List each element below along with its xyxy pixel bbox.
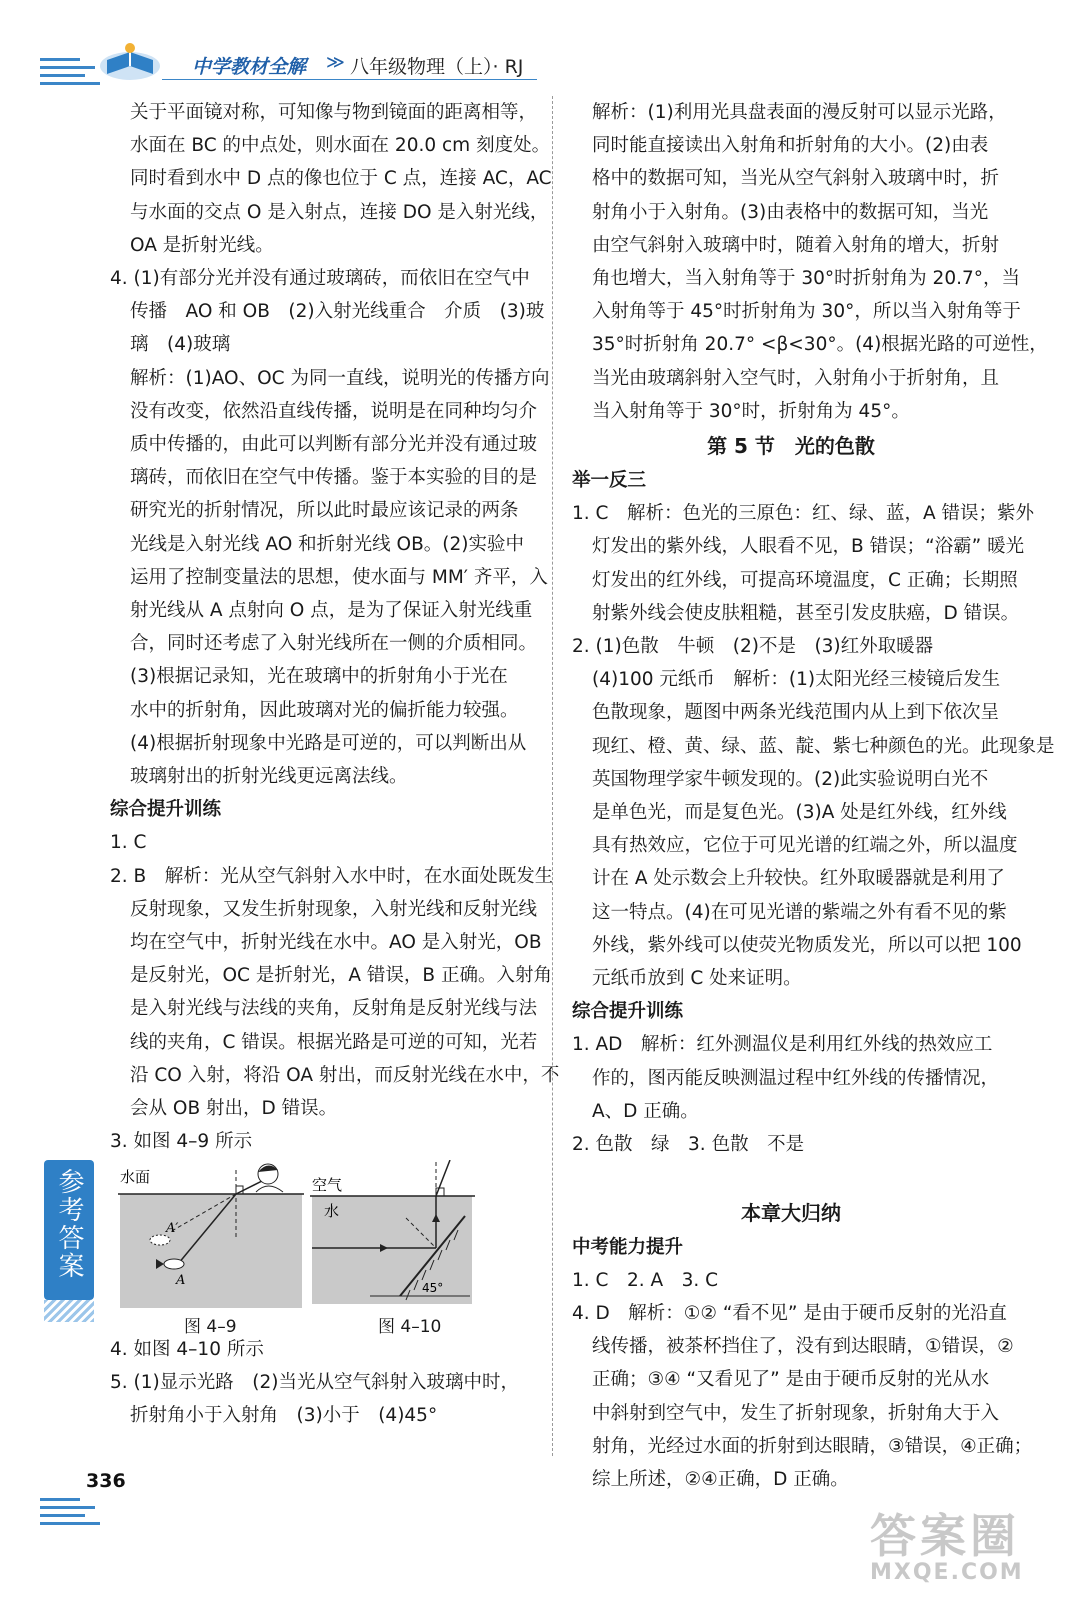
side-tab-stripes bbox=[44, 1300, 94, 1322]
text-line: 质中传播的，由此可以判断有部分光并没有通过玻 bbox=[130, 434, 538, 456]
text-line: 与水面的交点 O 是入射点，连接 DO 是入射光线， bbox=[130, 201, 549, 223]
water-body bbox=[120, 1194, 302, 1308]
text-line: 水中的折射角，因此玻璃对光的偏折能力较强。 bbox=[130, 699, 519, 721]
text-line: 现红、橙、黄、绿、蓝、靛、紫七种颜色的光。此现象是 bbox=[592, 735, 1055, 757]
text-line: 璃 (4)玻璃 bbox=[130, 334, 231, 356]
text-line: 2. 色散 绿 3. 色散 不是 bbox=[572, 1134, 805, 1156]
text-line: 是单色光，而是复色光。(3)A 处是红外线，红外线 bbox=[592, 802, 1007, 824]
label-water: 水 bbox=[324, 1202, 340, 1220]
header-rule bbox=[162, 79, 537, 80]
side-tab-label: 参考答案 bbox=[54, 1168, 84, 1280]
label-water-surface: 水面 bbox=[120, 1168, 151, 1186]
text-line: 传播 AO 和 OB (2)入射光线重合 介质 (3)玻 bbox=[130, 301, 545, 323]
text-line: 解析：(1)AO、OC 为同一直线，说明光的传播方向 bbox=[130, 367, 550, 389]
book-title: 中学教材全解 bbox=[192, 56, 307, 78]
label-air: 空气 bbox=[312, 1176, 343, 1194]
text-line: 2. (1)色散 牛顿 (2)不是 (3)红外取暖器 bbox=[572, 636, 934, 658]
text-line: 综合提升训练 bbox=[572, 1001, 684, 1023]
text-line: 4. 如图 4–10 所示 bbox=[110, 1339, 264, 1360]
text-line: 水面在 BC 的中点处，则水面在 20.0 cm 刻度处。 bbox=[130, 135, 551, 157]
text-line: (3)根据记录知，光在玻璃中的折射角小于光在 bbox=[130, 666, 508, 688]
text-line: 没有改变，依然沿直线传播，说明是在同种均匀介 bbox=[130, 400, 538, 422]
text-line: 当光由玻璃斜射入空气时，入射角小于折射角，且 bbox=[592, 367, 1000, 389]
text-line: 当入射角等于 30°时，折射角为 45°。 bbox=[592, 400, 910, 422]
figure-4-10 bbox=[310, 1160, 475, 1310]
text-line: 计在 A 处示数会上升较快。红外取暖器就是利用了 bbox=[592, 868, 1005, 890]
text-line: (4)100 元纸币 解析：(1)太阳光经三棱镜后发生 bbox=[592, 669, 1001, 691]
answers-side-tab bbox=[44, 1160, 94, 1300]
text-line: 研究光的折射情况，所以此时最应该记录的两条 bbox=[130, 500, 519, 522]
text-line: 元纸币放到 C 处来证明。 bbox=[592, 968, 802, 990]
fish-image-icon bbox=[150, 1235, 170, 1245]
text-line: 会从 OB 射出，D 错误。 bbox=[130, 1098, 338, 1120]
text-line: 射角，光经过水面的折射到达眼睛，③错误，④正确； bbox=[592, 1435, 1033, 1457]
text-line: 均在空气中，折射光线在水中。AO 是入射光，OB bbox=[130, 932, 542, 954]
text-line: (4)根据折射现象中光路是可逆的，可以判断出从 bbox=[130, 732, 527, 754]
text-line: 解析：(1)利用光具盘表面的漫反射可以显示光路， bbox=[592, 102, 1007, 123]
text-line: 4. (1)有部分光并没有通过玻璃砖，而依旧在空气中 bbox=[110, 268, 530, 290]
text-line: 中斜射到空气中，发生了折射现象，折射角大于入 bbox=[592, 1402, 1000, 1424]
text-line: A、D 正确。 bbox=[592, 1100, 699, 1122]
text-line: 5. (1)显示光路 (2)当光从空气斜射入玻璃中时， bbox=[110, 1372, 519, 1394]
text-line: 1. C 2. A 3. C bbox=[572, 1269, 719, 1291]
page-header bbox=[0, 0, 1066, 90]
book-subtitle: 八年级物理（上）· RJ bbox=[350, 56, 524, 78]
text-line: 运用了控制变量法的思想，使水面与 MM′ 齐平，入 bbox=[130, 566, 548, 588]
text-line: 综合提升训练 bbox=[110, 799, 222, 821]
watermark bbox=[870, 1500, 1024, 1585]
label-angle: 45° bbox=[422, 1281, 444, 1295]
text-line: 作的，图丙能反映测温过程中红外线的传播情况， bbox=[592, 1067, 1000, 1089]
text-line: 入射角等于 45°时折射角为 30°，所以当入射角等于 bbox=[592, 301, 1021, 323]
text-line: 中考能力提升 bbox=[572, 1236, 684, 1258]
header-decor-lines bbox=[40, 58, 100, 90]
text-line: 璃砖，而依旧在空气中传播。鉴于本实验的目的是 bbox=[130, 467, 538, 489]
text-line: 这一特点。(4)在可见光谱的紫端之外有看不见的紫 bbox=[592, 901, 1007, 923]
text-line: 关于平面镜对称，可知像与物到镜面的距离相等， bbox=[130, 102, 538, 123]
text-line: 反射现象，又发生折射现象，入射光线和反射光线 bbox=[130, 898, 538, 920]
text-line: 由空气斜射入玻璃中时，随着入射角的增大，折射 bbox=[592, 234, 1000, 256]
column-divider bbox=[552, 96, 553, 1456]
figure-4-10-caption: 图 4–10 bbox=[378, 1317, 442, 1337]
text-line: 格中的数据可知，当光从空气斜射入玻璃中时，折 bbox=[592, 168, 1000, 190]
text-line: 1. C 解析：色光的三原色：红、绿、蓝，A 错误；紫外 bbox=[572, 503, 1034, 525]
text-line: 同时能直接读出入射角和折射角的大小。(2)由表 bbox=[592, 135, 989, 157]
header-arrow-icon: ≫ bbox=[326, 52, 345, 73]
text-line: 2. B 解析：光从空气斜射入水中时，在水面处既发生 bbox=[110, 865, 554, 887]
text-line: 具有热效应，它位于可见光谱的红端之外，所以温度 bbox=[592, 835, 1018, 857]
figure-4-9-caption: 图 4–9 bbox=[184, 1317, 237, 1337]
text-line: 3. 如图 4–9 所示 bbox=[110, 1131, 253, 1153]
observer-head-icon bbox=[256, 1164, 283, 1192]
text-line: 是反射光，OC 是折射光，A 错误，B 正确。入射角 bbox=[130, 965, 552, 987]
text-line: 沿 CO 入射，将沿 OA 射出，而反射光线在水中，不 bbox=[130, 1064, 560, 1086]
text-line: OA 是折射光线。 bbox=[130, 234, 274, 256]
refracted-ray bbox=[436, 1160, 450, 1196]
text-line bbox=[572, 1161, 1010, 1194]
left-column bbox=[110, 96, 560, 1159]
text-line: 同时看到水中 D 点的像也位于 C 点，连接 AC，AC bbox=[130, 168, 552, 190]
text-line: 英国物理学家牛顿发现的。(2)此实验说明白光不 bbox=[592, 768, 989, 790]
text-line: 色散现象，题图中两条光线范围内从上到下依次呈 bbox=[592, 702, 1000, 724]
text-line: 射角小于入射角。(3)由表格中的数据可知，当光 bbox=[592, 201, 989, 223]
watermark-logo-text: 答案圈 bbox=[870, 1509, 1020, 1563]
right-column bbox=[572, 96, 1055, 1496]
text-line: 线的夹角，C 错误。根据光路是可逆的可知，光若 bbox=[130, 1031, 538, 1053]
text-line: 折射角小于入射角 (3)小于 (4)45° bbox=[130, 1405, 438, 1427]
text-line: 正确；③④ “又看见了” 是由于硬币反射的光从水 bbox=[592, 1369, 990, 1391]
text-line: 本章大归纳 bbox=[741, 1200, 841, 1225]
text-line: 灯发出的紫外线，人眼看不见，B 错误；“浴霸” 暖光 bbox=[592, 536, 1025, 558]
label-a: A bbox=[176, 1273, 186, 1288]
text-line: 光线是入射光线 AO 和折射光线 OB。(2)实验中 bbox=[130, 533, 524, 555]
text-line: 射紫外线会使皮肤粗糙，甚至引发皮肤癌，D 错误。 bbox=[592, 602, 1020, 624]
text-line: 角也增大，当入射角等于 30°时折射角为 20.7°，当 bbox=[592, 268, 1020, 290]
footer-decor-lines bbox=[40, 1498, 100, 1530]
left-column-after-figures bbox=[110, 1333, 550, 1433]
text-line: 线传播，被茶杯挡住了，没有到达眼睛，①错误，② bbox=[592, 1336, 1014, 1358]
text-line: 举一反三 bbox=[572, 470, 647, 492]
text-line: 1. AD 解析：红外测温仪是利用红外线的热效应工 bbox=[572, 1034, 993, 1056]
text-line: 第 5 节 光的色散 bbox=[707, 434, 875, 459]
text-line: 1. C bbox=[110, 832, 147, 854]
text-line: 射光线从 A 点射向 O 点，是为了保证入射光线重 bbox=[130, 600, 533, 622]
text-line: 是入射光线与法线的夹角，反射角是反射光线与法 bbox=[130, 998, 538, 1020]
book-logo-icon bbox=[95, 40, 165, 82]
text-line: 玻璃射出的折射光线更远离法线。 bbox=[130, 766, 408, 788]
figure-4-9 bbox=[118, 1160, 304, 1310]
text-line: 合，同时还考虑了入射光线所在一侧的介质相同。 bbox=[130, 633, 538, 655]
watermark-url: MXQE.COM bbox=[870, 1560, 1024, 1585]
text-line: 综上所述，②④正确，D 正确。 bbox=[592, 1468, 849, 1490]
text-line: 灯发出的红外线，可提高环境温度，C 正确；长期照 bbox=[592, 569, 1018, 591]
label-a-prime: A′ bbox=[166, 1221, 179, 1236]
page-number: 336 bbox=[86, 1470, 126, 1492]
text-line: 4. D 解析：①② “看不见” 是由于硬币反射的光沿直 bbox=[572, 1302, 1007, 1324]
text-line: 外线，紫外线可以使荧光物质发光，所以可以把 100 bbox=[592, 934, 1022, 956]
text-line: 35°时折射角 20.7° <β<30°。(4)根据光路的可逆性， bbox=[592, 334, 1048, 356]
